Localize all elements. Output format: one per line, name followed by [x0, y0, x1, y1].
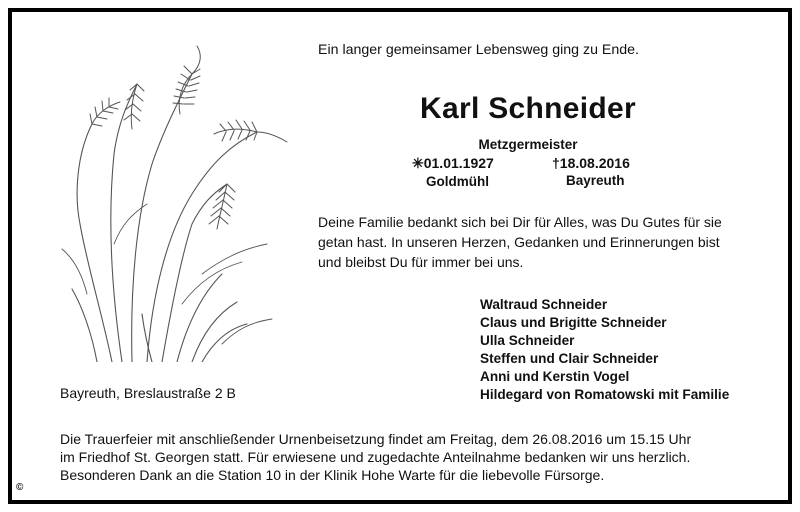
- mourner-name: Ulla Schneider: [480, 333, 575, 348]
- mourners-list: [480, 296, 780, 404]
- thanks-line: Deine Familie bedankt sich bei Dir für Alles, was Du Gutes für sie: [318, 214, 722, 230]
- obituary-content: [12, 12, 788, 500]
- birth-info: [412, 155, 532, 189]
- service-line: Die Trauerfeier mit anschließender Urnenbeisetzung findet am Freitag, dem 26.08.2016 um 15.15 Uhr: [60, 431, 692, 447]
- service-line: Besonderen Dank an die Station 10 in der Klinik Hohe Warte für die liebevolle Fürsorge.: [60, 467, 605, 483]
- thanks-line: getan hast. In unseren Herzen, Gedanken und Erinnerungen bist: [318, 234, 720, 250]
- death-info: [552, 155, 672, 188]
- copyright-mark: ©: [16, 482, 24, 493]
- death-cross-icon: †: [552, 155, 560, 171]
- birth-date: 01.01.1927: [423, 155, 494, 171]
- death-place: Bayreuth: [566, 173, 625, 188]
- mourner-name: Waltraud Schneider: [480, 297, 608, 312]
- service-line: im Friedhof St. Georgen statt. Für erwiesene und zugedachte Anteilnahme bedanken wir uns herzlich.: [60, 449, 691, 465]
- family-address: Bayreuth, Breslaustraße 2 B: [60, 385, 236, 401]
- intro-line: Ein langer gemeinsamer Lebensweg ging zu Ende.: [318, 42, 639, 58]
- mourner-name: Anni und Kerstin Vogel: [480, 369, 630, 384]
- obituary-frame: [8, 8, 792, 504]
- funeral-service-info: [60, 430, 780, 484]
- birth-place: Goldmühl: [426, 174, 489, 189]
- mourner-name: Steffen und Clair Schneider: [480, 351, 659, 366]
- mourner-name: Hildegard von Romatowski mit Familie: [480, 387, 730, 402]
- profession: Metzgermeister: [478, 137, 578, 152]
- deceased-name: Karl Schneider: [420, 92, 636, 125]
- thanks-line: und bleibst Du für immer bei uns.: [318, 254, 524, 270]
- thanks-message: [318, 212, 768, 272]
- death-date: 18.08.2016: [559, 155, 630, 171]
- mourner-name: Claus und Brigitte Schneider: [480, 315, 667, 330]
- birth-star-icon: ✳: [412, 155, 424, 171]
- wheat-grass-illustration: [52, 44, 292, 362]
